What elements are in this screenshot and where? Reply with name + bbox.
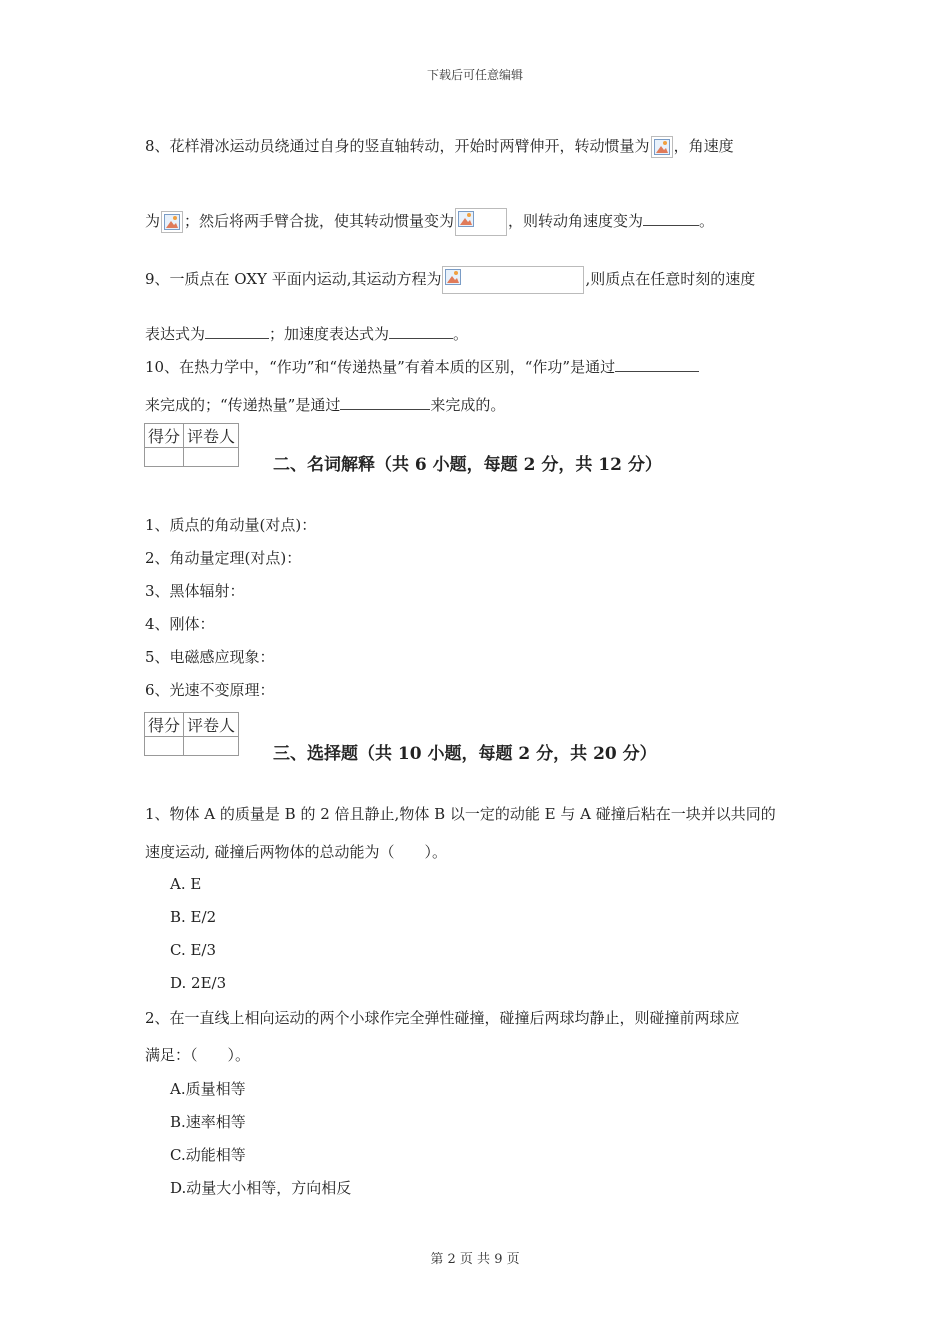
- answer-blank[interactable]: [643, 209, 699, 226]
- term-item: 5、电磁感应现象：: [145, 648, 275, 666]
- score-cell[interactable]: [145, 737, 184, 756]
- section-3-title: 三、选择题（共 10 小题，每题 2 分，共 20 分）: [273, 744, 657, 764]
- q9-text-5: 。: [453, 325, 469, 343]
- page-header: 下载后可任意编辑: [426, 68, 523, 82]
- grader-cell[interactable]: [184, 448, 239, 467]
- broken-image-icon: [442, 266, 584, 294]
- q10-line1: [145, 355, 699, 377]
- q8-line1: [145, 136, 734, 158]
- page-footer: 第 2 页 共 9 页: [430, 1252, 520, 1267]
- q8-text-5: ，则转动角速度变为: [508, 212, 644, 230]
- broken-image-icon: [651, 136, 673, 158]
- mc-question-1-line1: 1、物体 A 的质量是 B 的 2 倍且静止,物体 B 以一定的动能 E 与 A 碰撞后粘在一块并以共同的: [145, 805, 776, 823]
- section-2-title: 二、名词解释（共 6 小题，每题 2 分，共 12 分）: [273, 455, 662, 475]
- option-a[interactable]: A.质量相等: [170, 1080, 246, 1098]
- q8-text-6: 。: [699, 212, 715, 230]
- option-b[interactable]: B.速率相等: [170, 1113, 246, 1131]
- term-item: 3、黑体辐射：: [145, 582, 245, 600]
- option-c[interactable]: C. E/3: [170, 941, 217, 959]
- broken-image-icon: [455, 208, 507, 236]
- q8-text-4: ；然后将两手臂合拢，使其转动惯量变为: [184, 212, 455, 230]
- term-item: 2、角动量定理(对点)：: [145, 549, 302, 567]
- q8-text-1: 8、花样滑冰运动员绕通过自身的竖直轴转动，开始时两臂伸开，转动惯量为: [145, 137, 650, 155]
- score-table: [144, 423, 239, 467]
- q9-line1: [145, 266, 755, 294]
- score-label: 得分: [145, 424, 184, 448]
- q9-line2: [145, 322, 468, 344]
- q8-line2: [145, 208, 714, 236]
- mc-question-2-line2: 满足：（ ）。: [145, 1046, 251, 1064]
- q10-text-1: 10、在热力学中，“作功”和“传递热量”有着本质的区别，“作功”是通过: [145, 358, 616, 376]
- option-a[interactable]: A. E: [170, 875, 202, 893]
- q8-text-2: ，角速度: [673, 137, 734, 155]
- q9-text-2: ,则质点在任意时刻的速度: [585, 270, 756, 288]
- answer-blank[interactable]: [205, 322, 269, 339]
- mc-question-2-line1: 2、在一直线上相向运动的两个小球作完全弹性碰撞，碰撞后两球均静止，则碰撞前两球应: [145, 1009, 740, 1027]
- term-item: 1、质点的角动量(对点)：: [145, 516, 317, 534]
- option-c[interactable]: C.动能相等: [170, 1146, 246, 1164]
- score-label: 得分: [145, 713, 184, 737]
- q10-text-3: 来完成的。: [430, 396, 506, 414]
- grader-label: 评卷人: [184, 424, 239, 448]
- grader-label: 评卷人: [184, 713, 239, 737]
- option-d[interactable]: D. 2E/3: [170, 974, 227, 992]
- answer-blank[interactable]: [389, 322, 453, 339]
- option-d[interactable]: D.动量大小相等，方向相反: [170, 1179, 352, 1197]
- mc-question-1-line2: 速度运动, 碰撞后两物体的总动能为（ ）。: [145, 843, 448, 861]
- answer-blank[interactable]: [340, 393, 430, 410]
- q10-line2: [145, 393, 505, 415]
- q9-text-1: 9、一质点在 OXY 平面内运动,其运动方程为: [145, 270, 442, 288]
- q9-text-3: 表达式为: [145, 325, 206, 343]
- score-table: [144, 712, 239, 756]
- q10-text-2: 来完成的；“传递热量”是通过: [145, 396, 341, 414]
- score-cell[interactable]: [145, 448, 184, 467]
- q9-text-4: ；加速度表达式为: [269, 325, 390, 343]
- grader-cell[interactable]: [184, 737, 239, 756]
- broken-image-icon: [161, 211, 183, 233]
- option-b[interactable]: B. E/2: [170, 908, 217, 926]
- term-item: 6、光速不变原理：: [145, 681, 275, 699]
- q8-text-3: 为: [145, 212, 161, 230]
- term-item: 4、刚体：: [145, 615, 215, 633]
- answer-blank[interactable]: [615, 355, 699, 372]
